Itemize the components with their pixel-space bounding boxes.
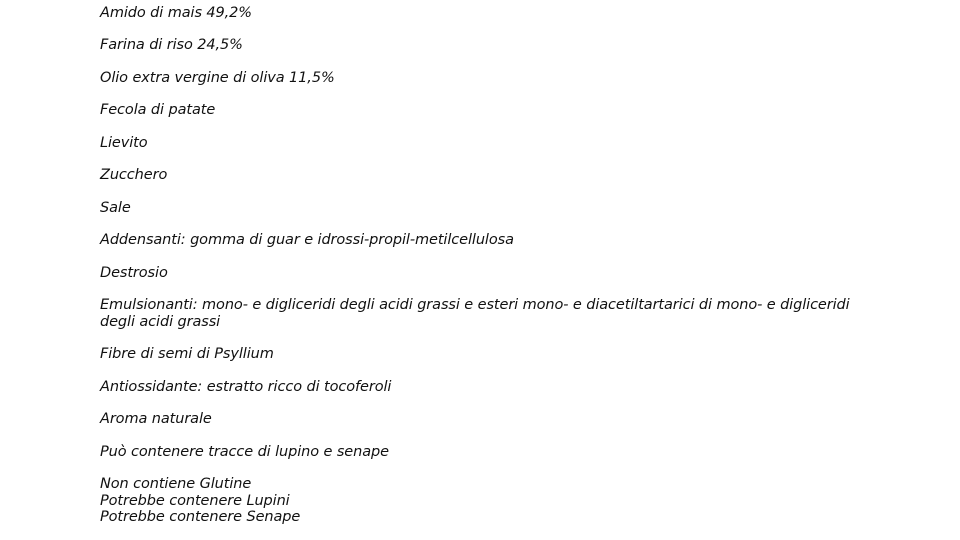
ingredient-traces-note: Può contenere tracce di lupino e senape (100, 444, 389, 460)
ingredient-sugar: Zucchero (100, 167, 168, 183)
ingredient-psyllium: Fibre di semi di Psyllium (100, 346, 274, 362)
allergen-note-lupins: Potrebbe contenere Lupini (100, 492, 290, 509)
ingredient-salt: Sale (100, 200, 131, 216)
ingredient-dextrose: Destrosio (100, 265, 168, 281)
ingredient-antioxidant: Antiossidante: estratto ricco di tocoferoli (100, 379, 392, 395)
ingredient-emulsifiers: Emulsionanti: mono- e digliceridi degli acidi grassi e esteri mono- e diacetiltartarici di mono- e digliceridi degli acidi grassi (100, 297, 850, 330)
allergen-notes (100, 476, 880, 526)
allergen-note-gluten: Non contiene Glutine (100, 476, 252, 492)
ingredient-olive-oil: Olio extra vergine di oliva 11,5% (100, 70, 335, 86)
ingredient-potato-starch: Fecola di patate (100, 102, 216, 118)
allergen-note-mustard: Potrebbe contenere Senape (100, 509, 301, 525)
ingredient-yeast: Lievito (100, 135, 148, 151)
ingredient-thickeners: Addensanti: gomma di guar e idrossi-propil-metilcellulosa (100, 232, 514, 248)
ingredient-corn-starch: Amido di mais 49,2% (100, 5, 252, 21)
ingredient-rice-flour: Farina di riso 24,5% (100, 37, 243, 53)
ingredient-natural-aroma: Aroma naturale (100, 411, 212, 427)
